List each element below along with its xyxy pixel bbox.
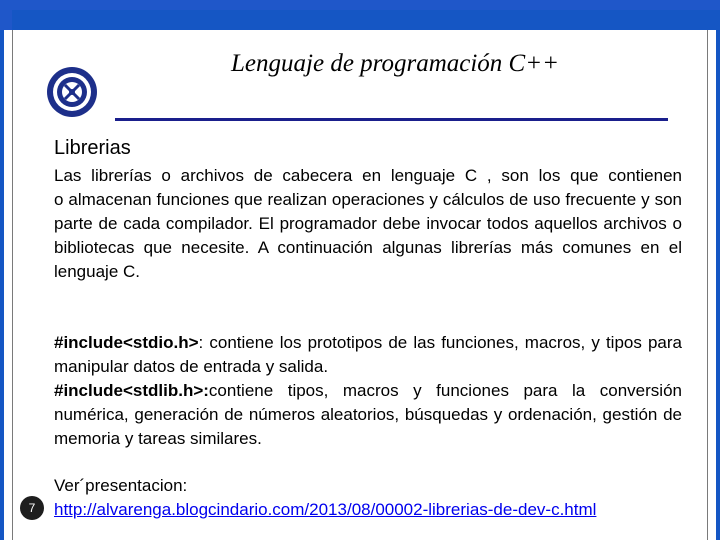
include-stdlib-text: contiene tipos, macros y funciones para la conversión numérica, generación de números aleatorios, búsquedas y ordenación, gestión de memoria y tareas similares.: [54, 381, 682, 448]
intro-line-2: o almacenan funciones que realizan operaciones y cálculos de uso frecuente y son parte de cada compilador. El programador debe invocar todos aquellos archivos o bibliotecas que necesite. A continuación algunas librerías más comunes en el lenguaje C.: [54, 190, 682, 281]
intro-paragraph: [54, 164, 682, 284]
reference-label: Ver´presentacion:: [54, 476, 188, 495]
include-stdio-label: #include<stdio.h>: [54, 333, 199, 352]
slide-content-box: [12, 30, 708, 540]
reference-block: [54, 474, 694, 522]
intro-line-1: Las librerías o archivos de cabecera en lenguaje C , son los que contienen: [54, 166, 682, 185]
frame-right: [716, 30, 720, 540]
title-underline: [115, 118, 668, 121]
slide-title: Lenguaje de programación C++: [231, 50, 559, 77]
includes-paragraph: [54, 331, 682, 451]
university-seal-icon: [46, 66, 98, 118]
frame-left: [0, 30, 4, 540]
top-bar-inner: [12, 10, 720, 30]
section-heading: Librerias: [54, 137, 131, 159]
reference-link[interactable]: http://alvarenga.blogcindario.com/2013/08/00002-librerias-de-dev-c.html: [54, 500, 597, 519]
include-stdlib-label: #include<stdlib.h>:: [54, 381, 209, 400]
include-stdio-text: : contiene los prototipos de las funciones, macros, y tipos para manipular datos de entrada y salida.: [54, 333, 682, 376]
page-number: 7: [20, 496, 44, 520]
